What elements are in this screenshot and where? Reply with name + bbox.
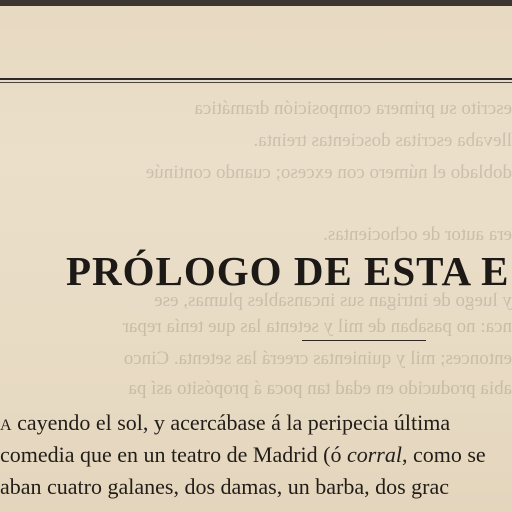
body-line-2-end: , como se xyxy=(401,442,486,467)
title-underline-rule xyxy=(302,340,426,341)
bleed-through-line: nca: no pasaban de mil y setenta las que tenía repar xyxy=(122,316,512,337)
bleed-through-line: doblado el número con exceso; cuando continúe xyxy=(145,162,512,183)
body-text-line-1 xyxy=(0,410,450,436)
bleed-through-line: era autor de ochocientas. xyxy=(323,224,512,245)
bleed-through-line: y luego de intrigan sus incansables plumas, ese xyxy=(154,290,512,311)
bleed-through-line: llevaba escritas doscientas treinta. xyxy=(253,130,512,151)
chapter-title: PRÓLOGO DE ESTA E xyxy=(66,248,510,294)
bleed-through-line: entonces; mil y quinientas creerá las setenta. Cinco xyxy=(123,348,512,369)
header-rule-thick xyxy=(0,78,512,80)
body-line-2-italic: corral xyxy=(346,442,402,467)
body-text-line-3: aban cuatro galanes, dos damas, un barba, dos grac xyxy=(0,474,450,499)
drop-cap-letter: A xyxy=(0,417,12,434)
body-line-2-start: comedia que en un teatro de Madrid (ó xyxy=(0,442,347,467)
bleed-through-line: escrito su primera composición dramática xyxy=(194,98,512,119)
body-line-1-text: cayendo el sol, y acercábase á la peripecia última xyxy=(11,410,451,435)
bleed-through-line: abia producido en edad tan poca á propósito así pa xyxy=(128,378,512,399)
body-text-line-2 xyxy=(0,442,486,468)
scan-edge-band xyxy=(0,0,512,6)
header-rule-thin xyxy=(0,82,512,83)
